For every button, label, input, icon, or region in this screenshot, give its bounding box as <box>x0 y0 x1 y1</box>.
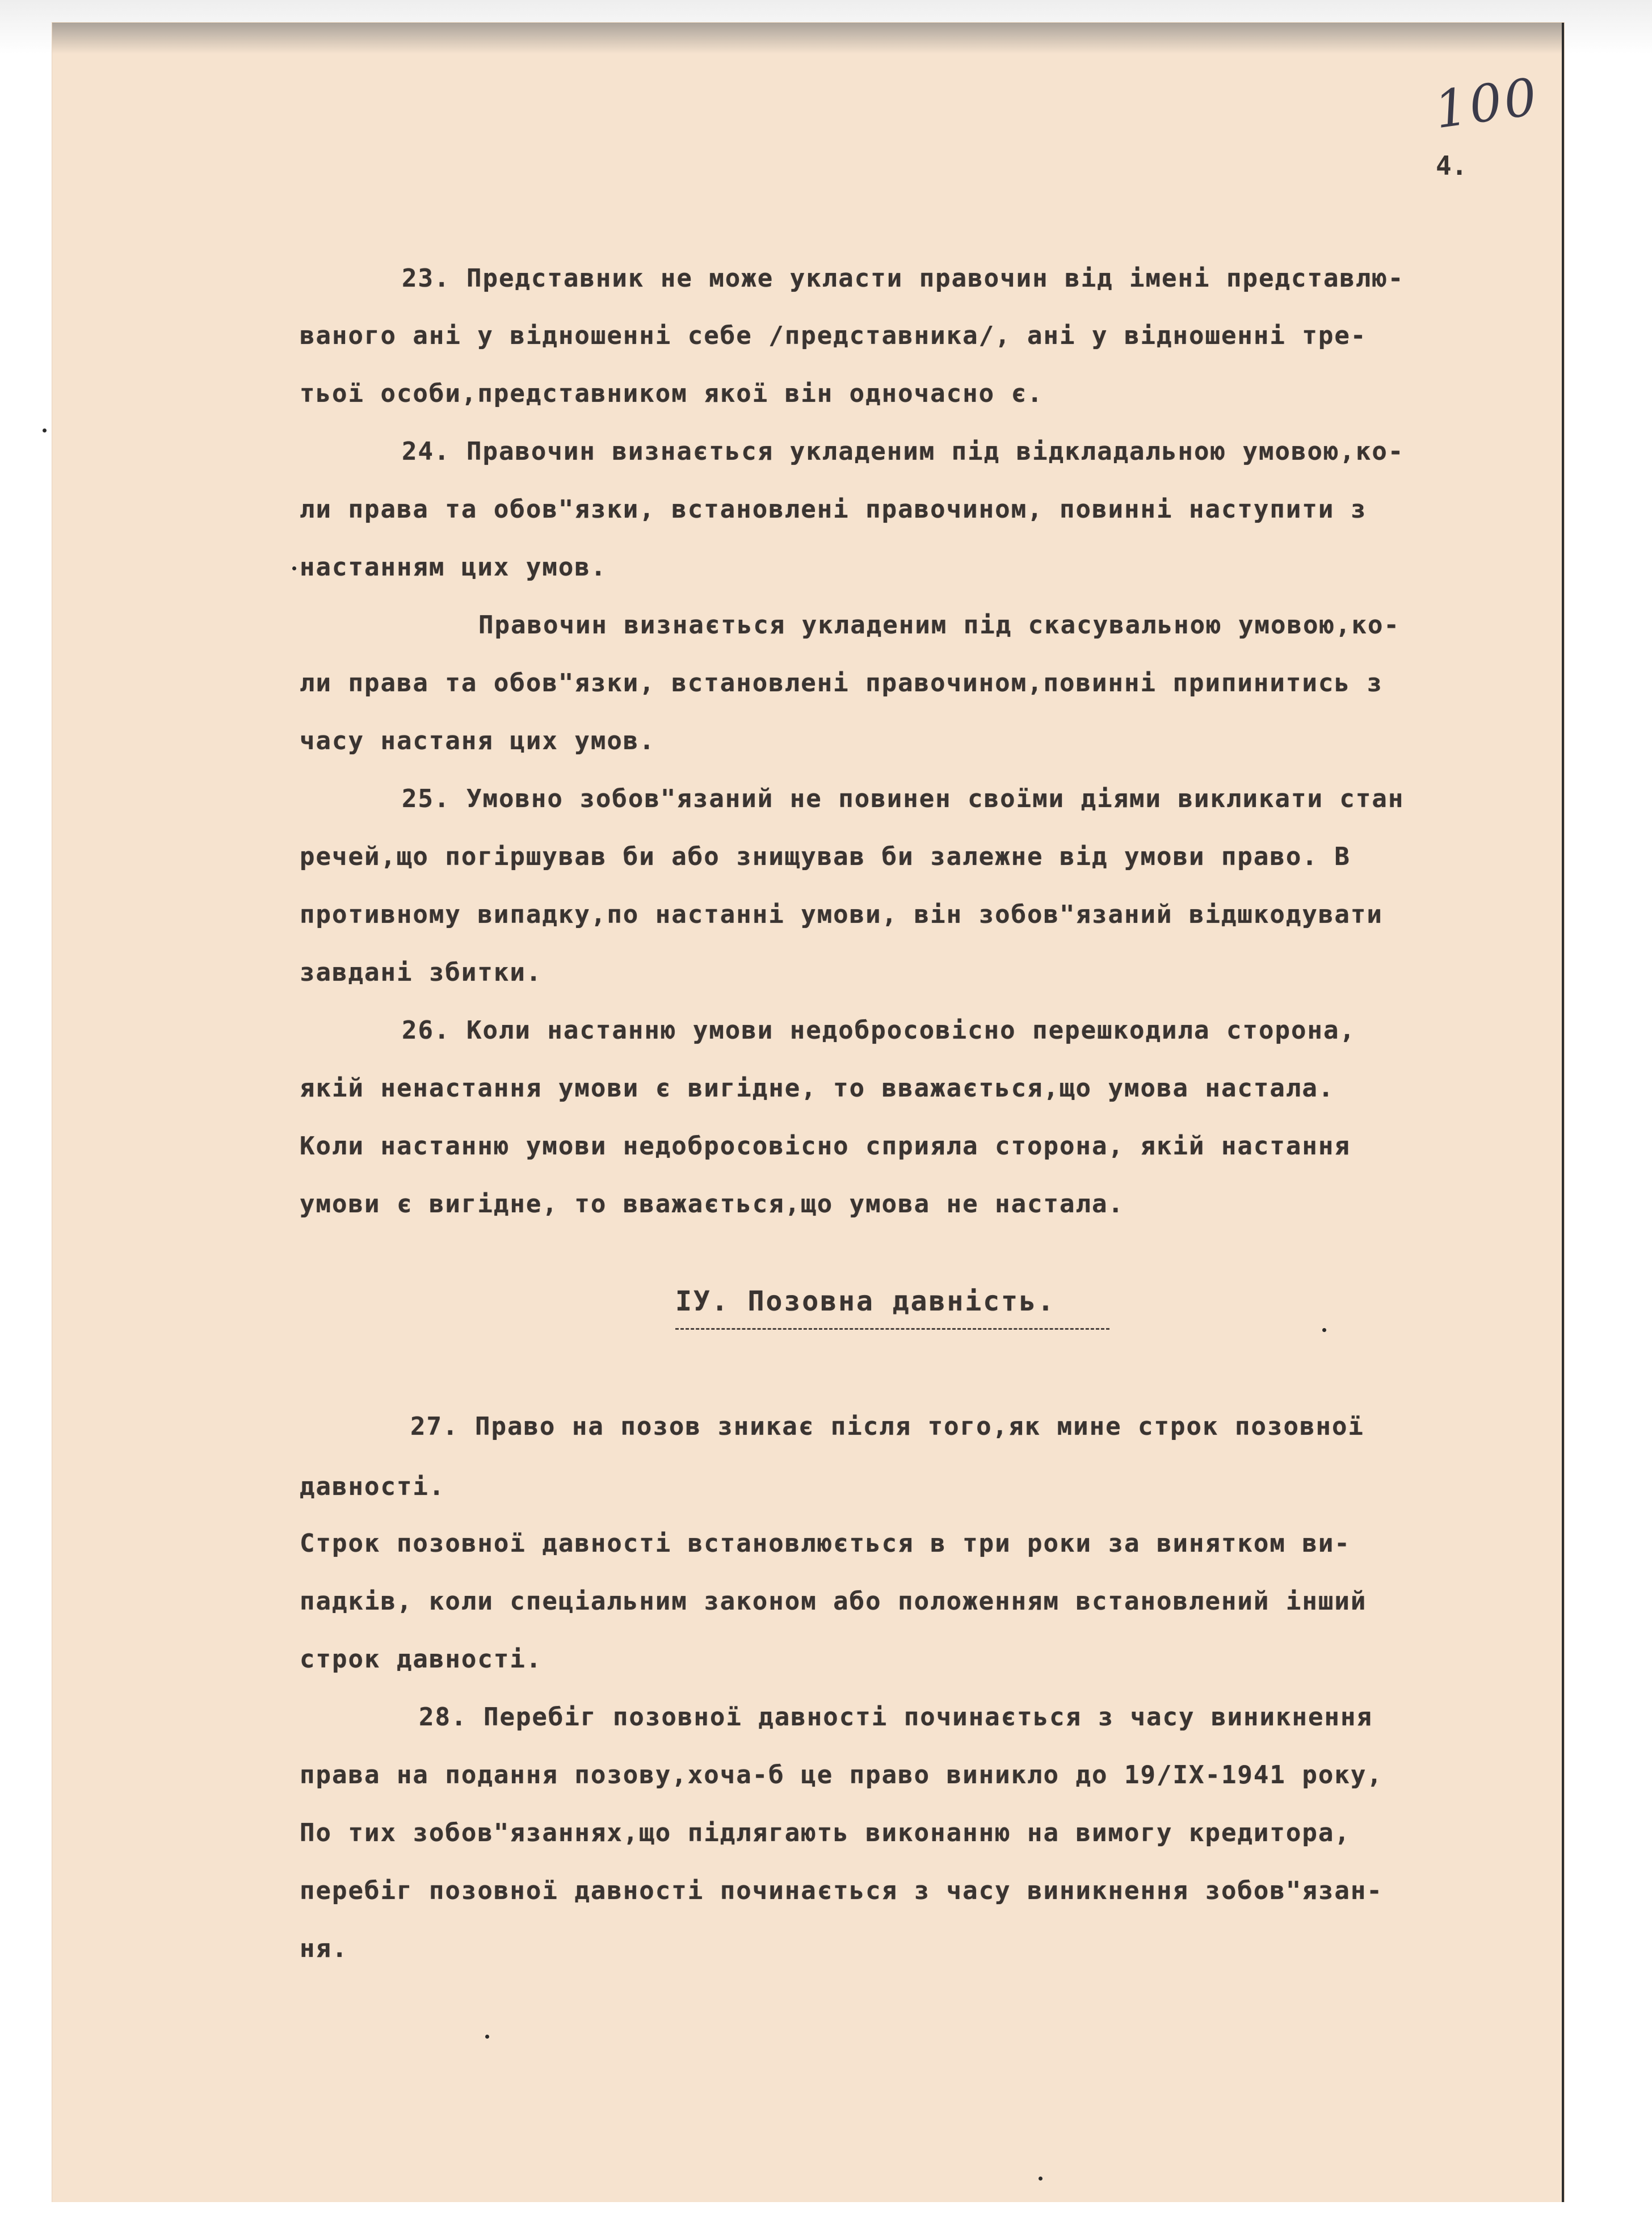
paragraph-23-line-3: тьої особи,представником якої він одночасно є. <box>300 379 1044 408</box>
page-number: 4. <box>1436 150 1468 181</box>
paragraph-28-line-3: По тих зобов"язаннях,що підлягають виконанню на вимогу кредитора, <box>300 1818 1351 1847</box>
paragraph-24-line-2: ли права та обов"язки, встановлені правочином, повинні наступити з <box>300 495 1367 524</box>
paper-speck <box>43 428 47 432</box>
paragraph-27-line-2: давності. <box>300 1472 445 1501</box>
paragraph-25-line-2: речей,що погіршував би або знищував би залежне від умови право. В <box>300 842 1351 871</box>
paragraph-24b-line-3: часу настаня цих умов. <box>300 726 655 755</box>
paragraph-24-line-1: 24. Правочин визнається укладеним під відкладальною умовою,ко- <box>402 437 1405 466</box>
paragraph-25-line-4: завдані збитки. <box>300 958 543 987</box>
paragraph-25-line-1: 25. Умовно зобов"язаний не повинен своїми діями викликати стан <box>402 784 1405 813</box>
paragraph-28-line-5: ня. <box>300 1934 348 1963</box>
paragraph-27-line-5: строк давності. <box>300 1645 543 1674</box>
paragraph-24-line-3: настанням цих умов. <box>300 553 607 582</box>
paragraph-27-line-3: Строк позовної давності встановлюється в три роки за винятком ви- <box>300 1529 1351 1558</box>
paragraph-28-line-2: права на подання позову,хоча-б це право виникло до 19/ІХ-1941 року, <box>300 1761 1383 1789</box>
paper-speck <box>485 2035 489 2039</box>
paper-speck <box>1039 2177 1043 2181</box>
paper-speck <box>292 566 296 570</box>
paragraph-24b-line-1: Правочин визнається укладеним під скасувальною умовою,ко- <box>478 611 1400 640</box>
paragraph-27-line-1: 27. Право на позов зникає після того,як мине строк позовної <box>410 1412 1364 1441</box>
paragraph-26-line-1: 26. Коли настанню умови недобросовісно перешкодила сторона, <box>402 1016 1356 1045</box>
section-heading: IУ. Позовна давність. <box>675 1285 1056 1317</box>
paragraph-24b-line-2: ли права та обов"язки, встановлені правочином,повинні припинитись з <box>300 669 1383 698</box>
paragraph-28-line-4: перебіг позовної давності починається з часу виникнення зобов"язан- <box>300 1876 1383 1905</box>
paragraph-26-line-2: якій ненастання умови є вигідне, то вважається,що умова настала. <box>300 1074 1335 1103</box>
paper-speck <box>1322 1328 1326 1332</box>
paragraph-23-line-2: ваного ані у відношенні себе /представника/, ані у відношенні тре- <box>300 321 1367 350</box>
paragraph-23-line-1: 23. Представник не може укласти правочин від імені представлю- <box>402 264 1405 293</box>
section-heading-underline <box>675 1328 1109 1330</box>
paragraph-27-line-4: падків, коли спеціальним законом або положенням встановлений інший <box>300 1587 1367 1616</box>
scan-bottom-margin <box>0 2202 1652 2214</box>
paragraph-26-line-3: Коли настанню умови недобросовісно сприяла сторона, якій настання <box>300 1132 1351 1161</box>
sheet-top-shadow <box>52 23 1562 54</box>
folio-number: 100 <box>1431 66 1543 141</box>
paragraph-25-line-3: противному випадку,по настанні умови, він зобов"язаний відшкодувати <box>300 900 1383 929</box>
paragraph-28-line-1: 28. Перебіг позовної давності починається з часу виникнення <box>419 1703 1373 1732</box>
paragraph-26-line-4: умови є вигідне, то вважається,що умова не настала. <box>300 1190 1125 1219</box>
